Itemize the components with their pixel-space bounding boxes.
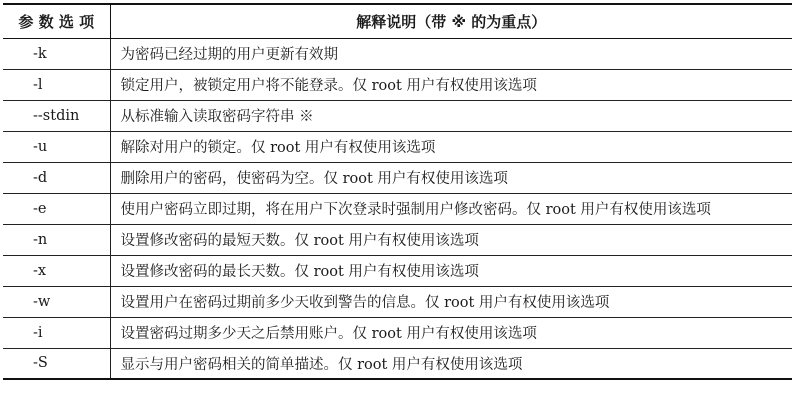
- option-cell: -u: [3, 131, 110, 162]
- option-cell: -x: [3, 255, 110, 286]
- description-cell: 删除用户的密码，使密码为空。仅 root 用户有权使用该选项: [110, 162, 792, 193]
- option-cell: -k: [3, 38, 110, 69]
- description-cell: 为密码已经过期的用户更新有效期: [110, 38, 792, 69]
- option-cell: -e: [3, 193, 110, 224]
- description-cell: 设置密码过期多少天之后禁用账户。仅 root 用户有权使用该选项: [110, 317, 792, 348]
- option-cell: -i: [3, 317, 110, 348]
- table-row: [3, 193, 792, 224]
- option-column-header: 参 数 选 项: [3, 4, 110, 38]
- description-column-header: 解释说明（带 ※ 的为重点）: [110, 4, 792, 38]
- description-cell: 锁定用户，被锁定用户将不能登录。仅 root 用户有权使用该选项: [110, 69, 792, 100]
- table-row: [3, 162, 792, 193]
- table-header: [3, 4, 792, 38]
- option-cell: --stdin: [3, 100, 110, 131]
- description-cell: 从标准输入读取密码字符串 ※: [110, 100, 792, 131]
- table-row: [3, 38, 792, 69]
- table-row: [3, 286, 792, 317]
- description-cell: 使用户密码立即过期，将在用户下次登录时强制用户修改密码。仅 root 用户有权使用该选项: [110, 193, 792, 224]
- table-row: [3, 131, 792, 162]
- description-cell: 设置修改密码的最长天数。仅 root 用户有权使用该选项: [110, 255, 792, 286]
- option-cell: -S: [3, 348, 110, 379]
- table-row: [3, 69, 792, 100]
- table-row: [3, 348, 792, 379]
- description-cell: 显示与用户密码相关的简单描述。仅 root 用户有权使用该选项: [110, 348, 792, 379]
- table-row: [3, 224, 792, 255]
- description-cell: 设置修改密码的最短天数。仅 root 用户有权使用该选项: [110, 224, 792, 255]
- option-cell: -d: [3, 162, 110, 193]
- option-cell: -l: [3, 69, 110, 100]
- table-body: [3, 38, 792, 379]
- options-table: [3, 3, 792, 380]
- description-cell: 解除对用户的锁定。仅 root 用户有权使用该选项: [110, 131, 792, 162]
- table-row: [3, 100, 792, 131]
- header-row: [3, 4, 792, 38]
- description-cell: 设置用户在密码过期前多少天收到警告的信息。仅 root 用户有权使用该选项: [110, 286, 792, 317]
- option-cell: -w: [3, 286, 110, 317]
- option-cell: -n: [3, 224, 110, 255]
- table-row: [3, 317, 792, 348]
- table-row: [3, 255, 792, 286]
